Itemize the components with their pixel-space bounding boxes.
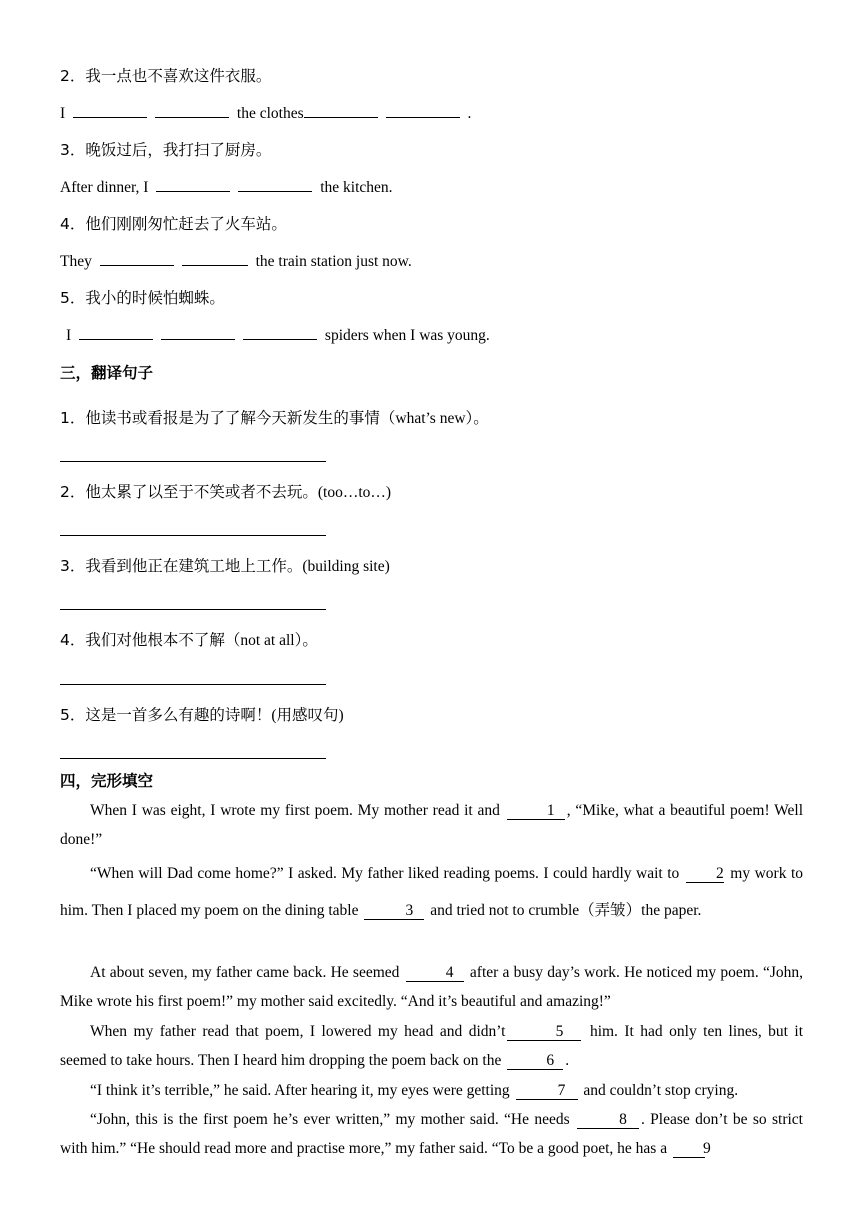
answer-line[interactable]	[60, 535, 326, 536]
translate-hint: (building site)	[302, 558, 390, 575]
blank[interactable]	[182, 251, 248, 266]
translate-prompt: 3．我看到他正在建筑工地上工作。	[60, 557, 303, 575]
cloze-text: . Please don’t be so strict with him.” “He should read more and practise more,” my father said. “To be a good poet, he has a	[60, 1111, 803, 1157]
question-2: 2．我一点也不喜欢这件衣服。	[60, 67, 272, 85]
translate-item-4	[60, 630, 318, 651]
blank[interactable]	[156, 177, 230, 192]
answer-suffix: spiders when I was young.	[324, 327, 490, 344]
translate-item-2	[60, 482, 391, 503]
translate-tail: ）。	[465, 409, 489, 427]
answer-line[interactable]	[60, 461, 326, 462]
cloze-blank-9[interactable]: 9	[673, 1141, 705, 1158]
translate-hint: what’s new	[395, 410, 466, 427]
cloze-text: the paper.	[641, 902, 702, 919]
cloze-blank-6[interactable]: 6	[507, 1053, 563, 1070]
translate-prompt: 4．我们对他根本不了解（	[60, 631, 241, 649]
answer-line[interactable]	[60, 684, 326, 685]
answer-prefix: They	[60, 253, 92, 270]
cloze-text: my work to him. Then I placed my poem on the dining table	[60, 865, 804, 919]
cloze-text: When I was eight, I wrote my first poem. My mother read it and	[90, 802, 500, 819]
cloze-paragraph-6	[60, 1105, 803, 1163]
cloze-paragraph-4	[60, 1017, 803, 1075]
blank[interactable]	[155, 103, 229, 118]
answer-line-2	[60, 103, 471, 124]
cloze-blank-1[interactable]: 1	[507, 803, 565, 820]
translate-item-5	[60, 705, 344, 726]
section-title-cloze: 四，完形填空	[60, 772, 154, 790]
answer-middle: the clothes	[236, 105, 304, 122]
translate-tail: ）。	[294, 631, 318, 649]
blank[interactable]	[161, 325, 235, 340]
answer-end: .	[467, 105, 472, 122]
question-5: 5．我小的时候怕蜘蛛。	[60, 289, 225, 307]
answer-prefix: I	[60, 105, 66, 122]
cloze-gloss: （弄皱）	[579, 901, 642, 919]
cloze-text: “When will Dad come home?” I asked. My father liked reading poems. I could hardly wait to	[90, 865, 680, 882]
cloze-blank-5[interactable]: 5	[507, 1024, 581, 1041]
answer-line-4	[60, 251, 412, 272]
translate-prompt: 2．他太累了以至于不笑或者不去玩。	[60, 483, 318, 501]
cloze-text: At about seven, my father came back. He seemed	[90, 964, 400, 981]
cloze-text: and couldn’t stop crying.	[583, 1082, 739, 1099]
translate-hint: (too…to…)	[317, 484, 392, 501]
cloze-paragraph-3	[60, 958, 803, 1016]
answer-line-5	[66, 325, 490, 346]
cloze-blank-3[interactable]: 3	[364, 903, 424, 920]
cloze-blank-2[interactable]: 2	[686, 866, 724, 883]
cloze-text: .	[565, 1052, 570, 1069]
cloze-text: and tried not to crumble	[430, 902, 580, 919]
blank[interactable]	[386, 103, 460, 118]
cloze-text: , “Mike, what a beautiful poem! Well done!”	[60, 802, 804, 848]
cloze-paragraph-1	[60, 796, 803, 854]
cloze-text: “John, this is the first poem he’s ever written,” my mother said. “He needs	[90, 1111, 570, 1128]
blank[interactable]	[73, 103, 147, 118]
section-title-translate: 三，翻译句子	[60, 364, 154, 382]
blank[interactable]	[304, 103, 378, 118]
answer-prefix: After dinner, I	[60, 179, 149, 196]
cloze-text: him. It had only ten lines, but it seemed to take hours. Then I heard him dropping the poem back on the	[60, 1023, 804, 1069]
blank[interactable]	[100, 251, 174, 266]
answer-prefix: I	[66, 327, 72, 344]
cloze-blank-7[interactable]: 7	[516, 1083, 578, 1100]
answer-line[interactable]	[60, 758, 326, 759]
cloze-text: When my father read that poem, I lowered my head and didn’t	[90, 1023, 506, 1040]
cloze-paragraph-5	[60, 1076, 803, 1105]
blank[interactable]	[238, 177, 312, 192]
question-4: 4．他们刚刚匆忙赶去了火车站。	[60, 215, 287, 233]
translate-prompt: 5．这是一首多么有趣的诗啊！	[60, 706, 272, 724]
answer-line[interactable]	[60, 609, 326, 610]
translate-prompt: 1．他读书或看报是为了了解今天新发生的事情（	[60, 409, 396, 427]
blank[interactable]	[243, 325, 317, 340]
answer-suffix: the kitchen.	[320, 179, 393, 196]
cloze-blank-4[interactable]: 4	[406, 965, 464, 982]
answer-line-3	[60, 177, 393, 198]
translate-item-3	[60, 556, 390, 577]
cloze-text: after a busy day’s work. He noticed my poem. “John, Mike wrote his first poem!” my mother said excitedly. “And it’s beautiful and amazing!”	[60, 964, 803, 1010]
translate-hint: (用感叹句)	[271, 707, 344, 724]
blank[interactable]	[79, 325, 153, 340]
question-3: 3．晚饭过后，我打扫了厨房。	[60, 141, 272, 159]
translate-hint: not at all	[240, 632, 295, 649]
answer-suffix: the train station just now.	[255, 253, 412, 270]
translate-item-1	[60, 408, 489, 429]
cloze-blank-8[interactable]: 8	[577, 1112, 639, 1129]
cloze-paragraph-2	[60, 855, 803, 929]
cloze-text: “I think it’s terrible,” he said. After hearing it, my eyes were getting	[90, 1082, 510, 1099]
